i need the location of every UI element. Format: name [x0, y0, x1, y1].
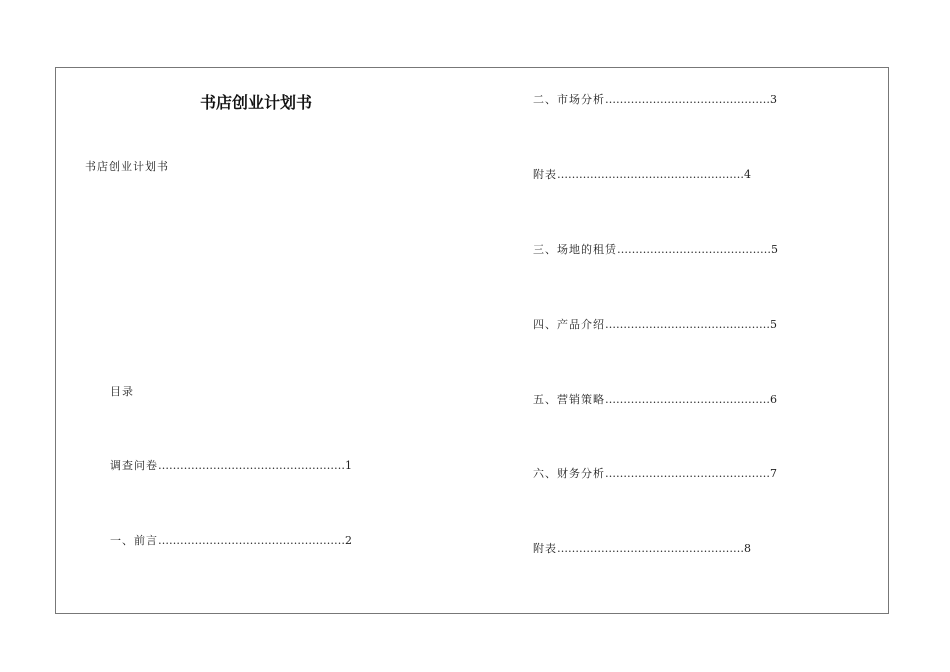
- toc-page-number: 6: [770, 393, 777, 406]
- toc-leader-dots: ……………………………………………: [158, 534, 345, 547]
- toc-entry-survey: [110, 459, 352, 473]
- toc-page-number: 3: [770, 93, 777, 106]
- toc-entry-label: 附表: [533, 168, 557, 181]
- toc-page-number: 5: [770, 318, 777, 331]
- toc-page-number: 8: [744, 542, 751, 555]
- toc-leader-dots: ………………………………………: [605, 393, 770, 406]
- toc-entry-financial-analysis: [533, 467, 777, 481]
- toc-heading: 目录: [110, 385, 134, 398]
- toc-page-number: 7: [770, 467, 777, 480]
- toc-entry-label: 一、前言: [110, 534, 158, 547]
- toc-entry-preface: [110, 534, 352, 548]
- toc-entry-appendix-1: [533, 168, 751, 182]
- toc-leader-dots: ………………………………………: [605, 93, 770, 106]
- toc-leader-dots: ……………………………………: [617, 243, 771, 256]
- toc-entry-label: 附表: [533, 542, 557, 555]
- toc-page-number: 1: [345, 459, 352, 472]
- toc-leader-dots: ………………………………………: [605, 318, 770, 331]
- toc-leader-dots: ……………………………………………: [557, 542, 744, 555]
- toc-leader-dots: ……………………………………………: [158, 459, 345, 472]
- toc-page-number: 5: [771, 243, 778, 256]
- toc-entry-marketing-strategy: [533, 393, 777, 407]
- toc-entry-label: 四、产品介绍: [533, 318, 605, 331]
- toc-entry-label: 六、财务分析: [533, 467, 605, 480]
- toc-page-number: 2: [345, 534, 352, 547]
- document-title: 书店创业计划书: [200, 93, 313, 112]
- toc-page-number: 4: [744, 168, 751, 181]
- toc-leader-dots: ………………………………………: [605, 467, 770, 480]
- toc-entry-label: 二、市场分析: [533, 93, 605, 106]
- toc-entry-product-intro: [533, 318, 777, 332]
- toc-entry-market-analysis: [533, 93, 777, 107]
- document-subtitle: 书店创业计划书: [85, 160, 169, 173]
- toc-entry-label: 三、场地的租赁: [533, 243, 617, 256]
- toc-entry-appendix-2: [533, 542, 751, 556]
- toc-entry-label: 五、营销策略: [533, 393, 605, 406]
- toc-entry-label: 调查问卷: [110, 459, 158, 472]
- toc-leader-dots: ……………………………………………: [557, 168, 744, 181]
- document-page-frame: [55, 67, 889, 614]
- toc-entry-venue-rental: [533, 243, 778, 257]
